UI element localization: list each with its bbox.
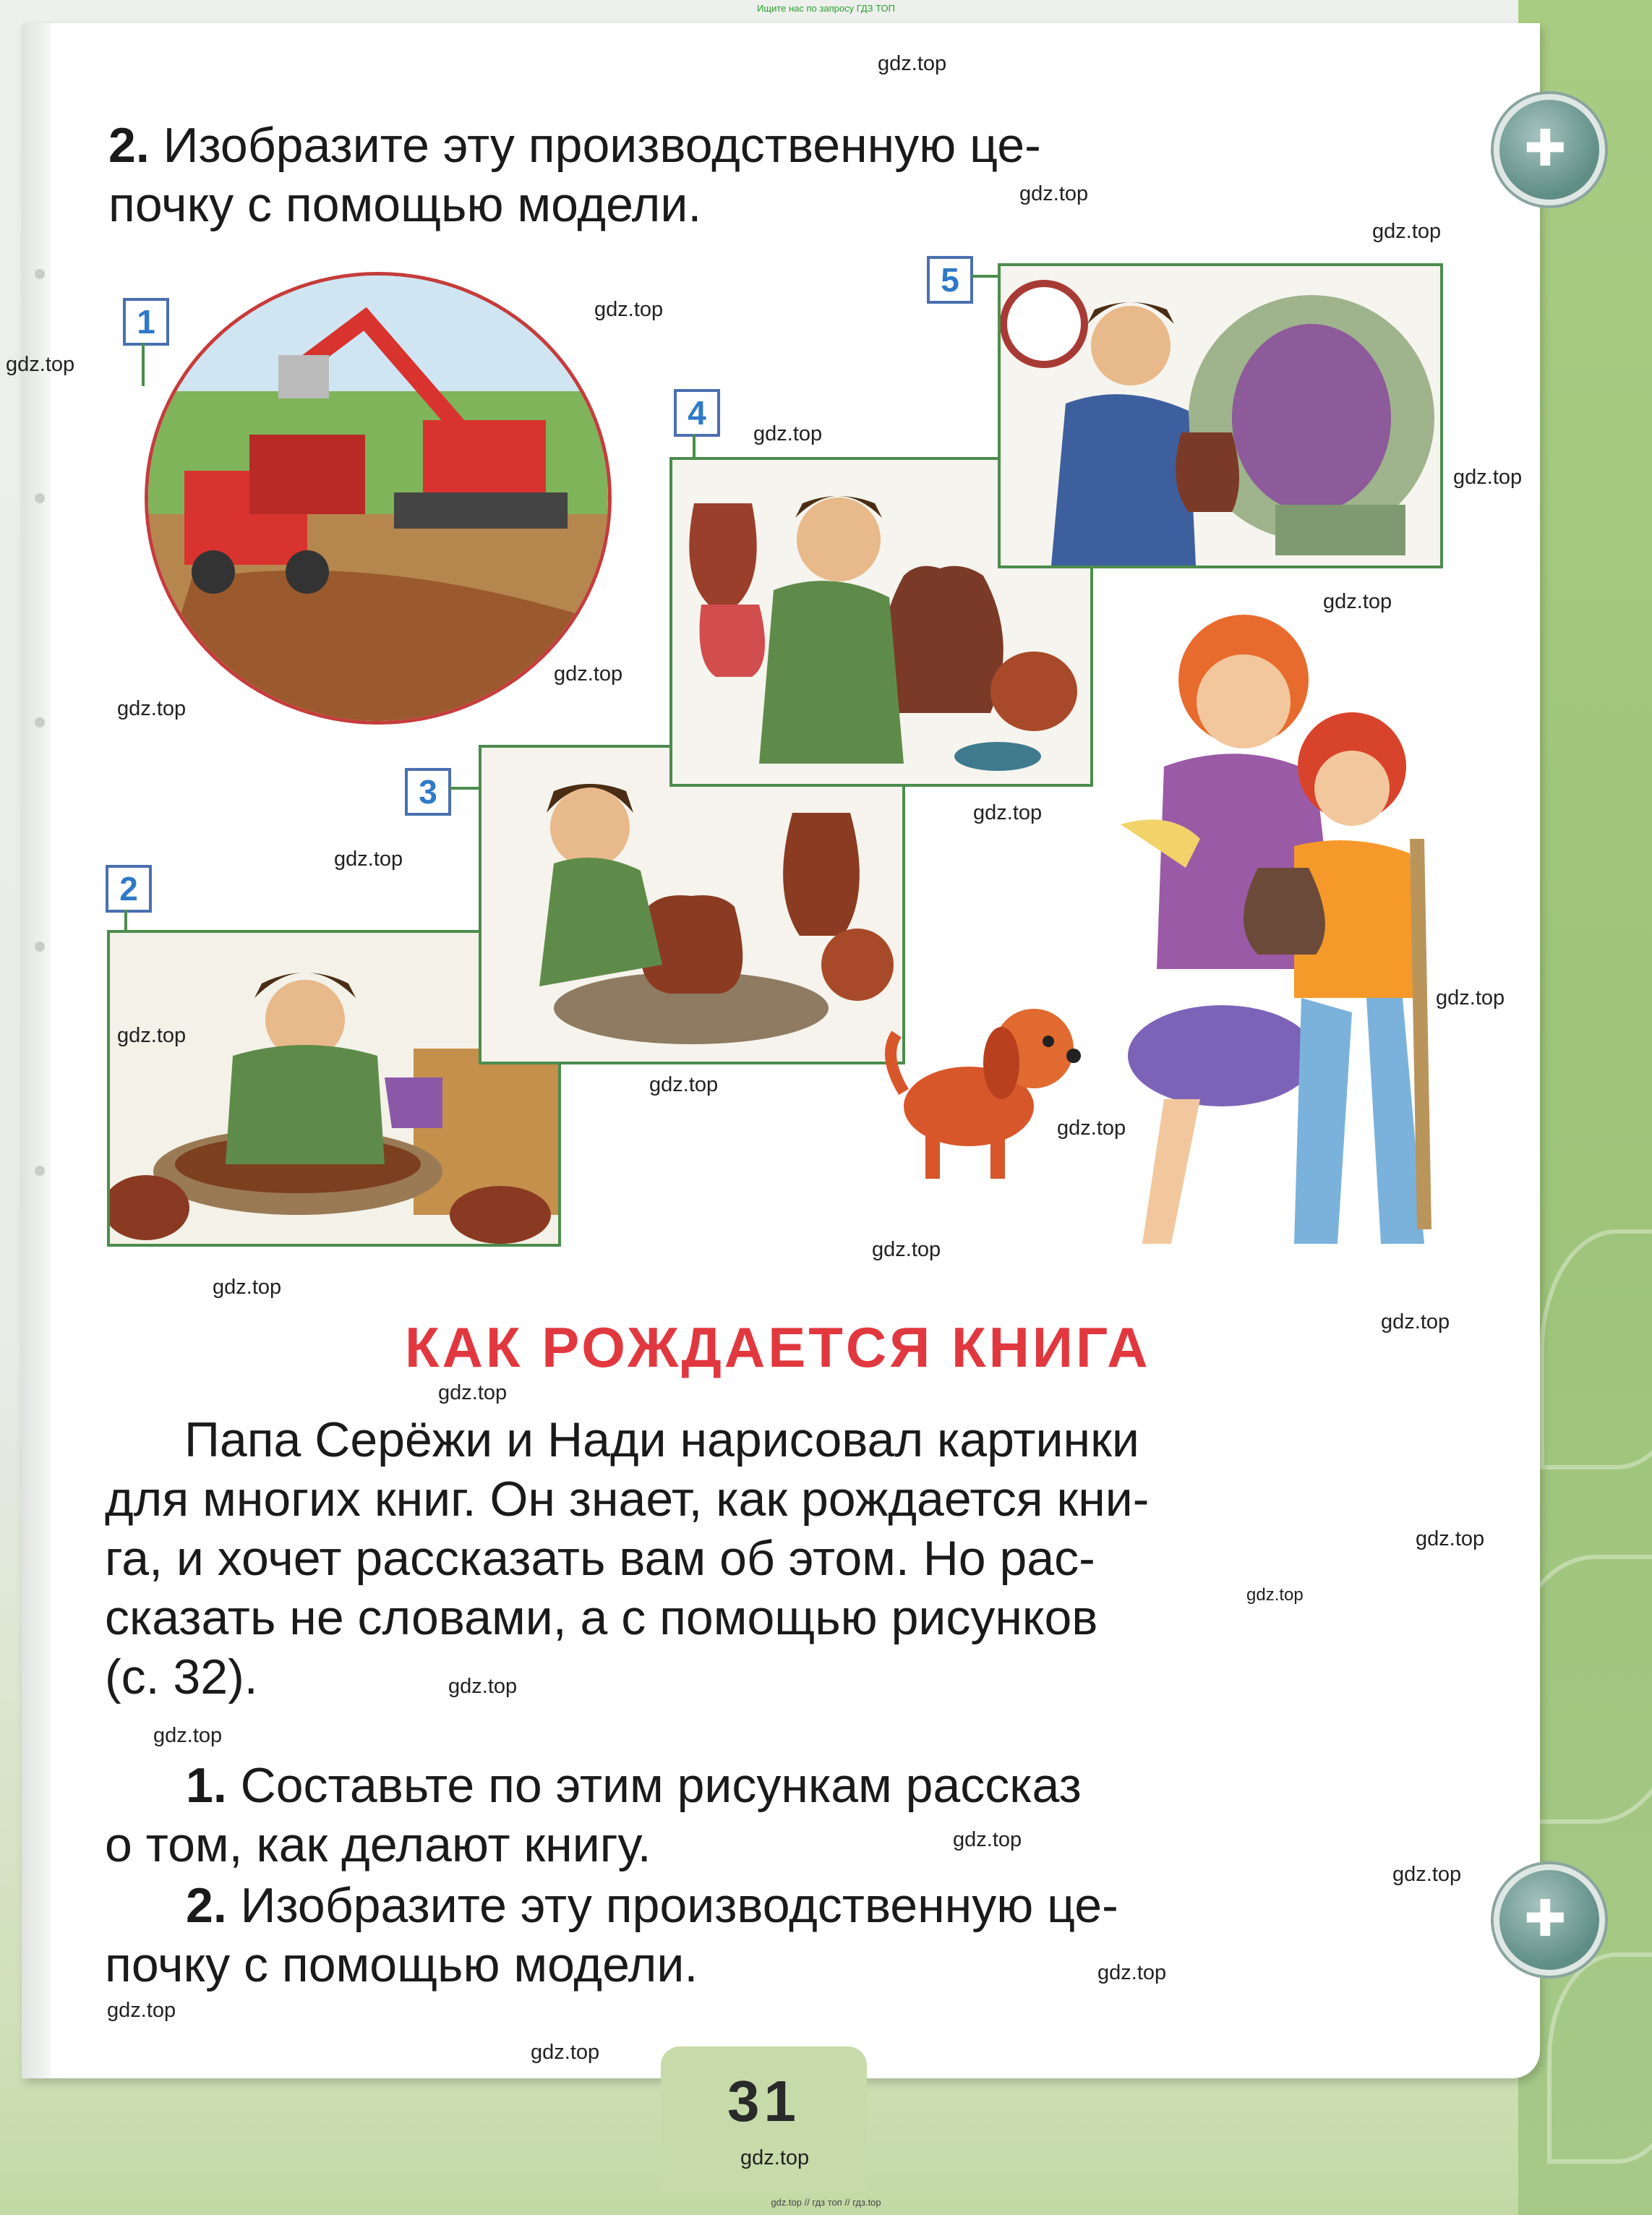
watermark: gdz.top xyxy=(334,848,403,871)
section-heading: КАК РОЖДАЕТСЯ КНИГА xyxy=(405,1315,1151,1379)
story-paragraph xyxy=(105,1410,1457,1707)
task-text-line2: почку с помощью модели. xyxy=(108,177,702,232)
task-top xyxy=(108,116,1453,234)
paragraph-line: сказать не словами, а с помощью рисунков xyxy=(105,1590,1098,1645)
watermark: gdz.top xyxy=(1416,1527,1485,1550)
page-binding xyxy=(22,23,51,2078)
panel-4-leader xyxy=(693,434,696,460)
watermark: gdz.top xyxy=(1453,466,1523,489)
watermark: gdz.top xyxy=(740,2146,810,2169)
watermark: gdz.top xyxy=(1246,1585,1304,1605)
watermark: gdz.top xyxy=(117,1024,187,1047)
panel-3-badge: 3 xyxy=(405,768,451,816)
kiln-scene xyxy=(1001,266,1440,566)
watermark: gdz.top xyxy=(953,1828,1022,1851)
watermark: gdz.top xyxy=(649,1073,719,1096)
watermark: gdz.top xyxy=(531,2041,600,2064)
panel-5-badge: 5 xyxy=(927,256,973,304)
watermark: gdz.top xyxy=(1323,590,1392,613)
paragraph-line: (с. 32). xyxy=(105,1649,258,1704)
panel-3-leader xyxy=(450,787,479,790)
watermark: gdz.top xyxy=(117,697,187,720)
watermark: gdz.top xyxy=(753,422,823,445)
task-text-line1: Составьте по этим рисункам рассказ xyxy=(240,1758,1082,1813)
task-1 xyxy=(105,1756,1457,1874)
paragraph-line: Папа Серёжи и Нади нарисовал картинки xyxy=(184,1412,1139,1467)
excavator-scene xyxy=(148,276,608,721)
dog-scene xyxy=(875,976,1092,1193)
family-illustration xyxy=(1077,593,1453,1258)
watermark: gdz.top xyxy=(872,1238,941,1261)
potter-wheel-scene xyxy=(482,748,902,1062)
watermark: gdz.top xyxy=(448,1675,518,1698)
dog-illustration xyxy=(875,976,1092,1193)
panel-1-leader xyxy=(142,343,145,386)
watermark: gdz.top xyxy=(213,1276,282,1299)
panel-5-illustration xyxy=(998,263,1443,568)
task-number: 2. xyxy=(186,1878,227,1933)
task-text-line2: о том, как делают книгу. xyxy=(105,1817,651,1872)
top-note: Ищите нас по запросу ГДЗ ТОП xyxy=(757,3,895,14)
panel-5-leader xyxy=(972,275,1001,278)
task-number: 2. xyxy=(108,118,150,173)
watermark: gdz.top xyxy=(973,801,1043,824)
panel-1-illustration xyxy=(145,272,612,725)
watermark: gdz.top xyxy=(1436,986,1505,1010)
leaf-decoration xyxy=(1547,1952,1652,2164)
bottom-note: gdz.top // гдз топ // гдз.top xyxy=(771,2197,881,2208)
puzzle-icon: ✚ xyxy=(1494,1864,1605,1976)
task-text-line1: Изобразите эту производственную це- xyxy=(163,118,1041,173)
watermark: gdz.top xyxy=(6,353,75,376)
panel-3-illustration xyxy=(479,745,905,1064)
watermark: gdz.top xyxy=(1057,1117,1126,1140)
watermark: gdz.top xyxy=(1392,1863,1462,1886)
watermark: gdz.top xyxy=(1019,182,1089,205)
panel-2-badge: 2 xyxy=(106,865,152,913)
watermark: gdz.top xyxy=(554,662,623,686)
watermark: gdz.top xyxy=(438,1381,508,1404)
page-number: 31 xyxy=(727,2069,800,2133)
family-scene xyxy=(1077,593,1453,1258)
watermark: gdz.top xyxy=(107,1999,176,2022)
watermark: gdz.top xyxy=(1097,1961,1167,1984)
leaf-decoration xyxy=(1540,1229,1652,1469)
puzzle-icon: ✚ xyxy=(1494,94,1605,205)
task-text-line2: почку с помощью модели. xyxy=(105,1937,698,1992)
watermark: gdz.top xyxy=(878,52,947,75)
watermark: gdz.top xyxy=(594,298,664,321)
task-2 xyxy=(105,1876,1457,1994)
watermark: gdz.top xyxy=(1372,220,1442,243)
panel-4-badge: 4 xyxy=(674,389,720,437)
watermark: gdz.top xyxy=(153,1724,223,1747)
task-text-line1: Изобразите эту производственную це- xyxy=(240,1878,1118,1933)
panel-2-leader xyxy=(124,910,127,933)
paragraph-line: га, и хочет рассказать вам об этом. Но рас- xyxy=(105,1531,1095,1586)
task-number: 1. xyxy=(186,1758,227,1813)
panel-1-badge: 1 xyxy=(123,298,169,346)
paragraph-line: для многих книг. Он знает, как рождается кни- xyxy=(105,1472,1150,1527)
watermark: gdz.top xyxy=(1381,1310,1450,1333)
